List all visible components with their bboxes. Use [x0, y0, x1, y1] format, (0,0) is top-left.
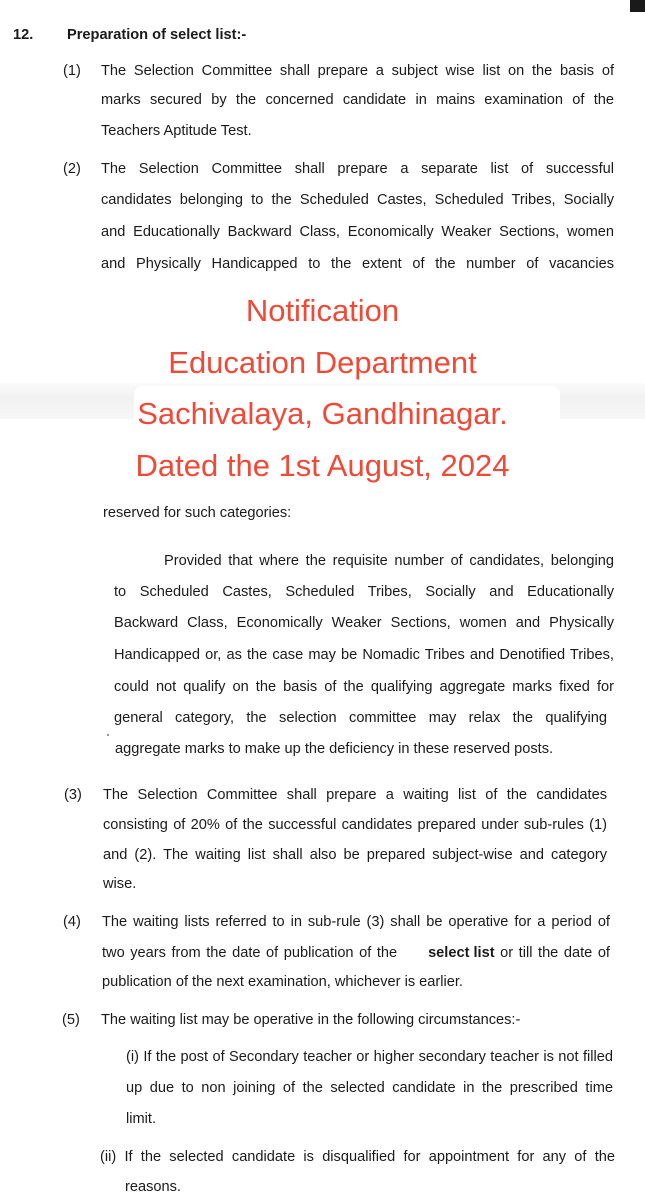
- rule-2-line: and Educationally Backward Class, Economically Weaker Sections, women: [101, 224, 614, 240]
- rule-5-intro: The waiting list may be operative in the following circumstances:-: [101, 1012, 521, 1028]
- select-list-emphasis: select list: [428, 945, 495, 961]
- rule-5-sub-ii-line: (ii) If the selected candidate is disqualified for appointment for any of the: [100, 1149, 615, 1165]
- rule-1-label: (1): [63, 63, 81, 79]
- proviso-line: general category, the selection committee may relax the qualifying: [114, 710, 607, 726]
- rule-3-line: and (2). The waiting list shall also be prepared subject-wise and category: [103, 847, 607, 863]
- proviso-line: aggregate marks to make up the deficiency in these reserved posts.: [115, 741, 554, 757]
- corner-shadow: [630, 0, 645, 12]
- scan-speck: [107, 734, 109, 736]
- section-title: Preparation of select list:-: [67, 27, 247, 43]
- rule-1-line: Teachers Aptitude Test.: [101, 123, 252, 139]
- proviso-line: to Scheduled Castes, Scheduled Tribes, Socially and Educationally: [114, 584, 614, 600]
- rule-2-line: reserved for such categories:: [103, 505, 292, 521]
- rule-2-line: candidates belonging to the Scheduled Castes, Scheduled Tribes, Socially: [101, 192, 614, 208]
- overlay-title: Notification: [245, 293, 400, 328]
- proviso-line: could not qualify on the basis of the qualifying aggregate marks fixed for: [114, 679, 614, 695]
- rule-4-text: or till the date of: [494, 945, 610, 961]
- rule-4-label: (4): [63, 914, 81, 930]
- proviso-line: Provided that where the requisite number of candidates, belonging: [164, 553, 614, 569]
- section-number: 12.: [13, 27, 34, 43]
- proviso-line: Handicapped or, as the case may be Nomadic Tribes and Denotified Tribes,: [114, 647, 614, 663]
- rule-2-line: The Selection Committee shall prepare a separate list of successful: [101, 161, 614, 177]
- rule-4-line: publication of the next examination, whichever is earlier.: [102, 974, 463, 990]
- rule-4-text: two years from the date of publication of the: [102, 945, 398, 961]
- rule-2-line: and Physically Handicapped to the extent of the number of vacancies: [101, 256, 614, 272]
- rule-3-label: (3): [64, 787, 82, 803]
- rule-1-line: marks secured by the concerned candidate in mains examination of the: [101, 92, 614, 108]
- rule-5-sub-i-line: (i) If the post of Secondary teacher or higher secondary teacher is not filled: [126, 1049, 613, 1065]
- overlay-department: Education Department: [168, 345, 477, 380]
- rule-1-line: The Selection Committee shall prepare a subject wise list on the basis of: [101, 63, 614, 79]
- rule-5-sub-i-line: limit.: [126, 1111, 156, 1127]
- rule-3-line: wise.: [103, 876, 137, 892]
- overlay-location: Sachivalaya, Gandhinagar.: [137, 396, 508, 431]
- rule-4-line: The waiting lists referred to in sub-rule (3) shall be operative for a period of: [102, 914, 610, 930]
- overlay-date: Dated the 1st August, 2024: [135, 448, 510, 483]
- rule-3-line: consisting of 20% of the successful candidates prepared under sub-rules (1): [103, 817, 607, 833]
- rule-4-line: [102, 945, 610, 961]
- rule-3-line: The Selection Committee shall prepare a waiting list of the candidates: [103, 787, 607, 803]
- rule-5-label: (5): [62, 1012, 80, 1028]
- proviso-line: Backward Class, Economically Weaker Sections, women and Physically: [114, 615, 614, 631]
- rule-5-sub-i-line: up due to non joining of the selected candidate in the prescribed time: [126, 1080, 613, 1096]
- rule-5-sub-ii-line: reasons.: [125, 1179, 181, 1195]
- rule-2-label: (2): [63, 161, 81, 177]
